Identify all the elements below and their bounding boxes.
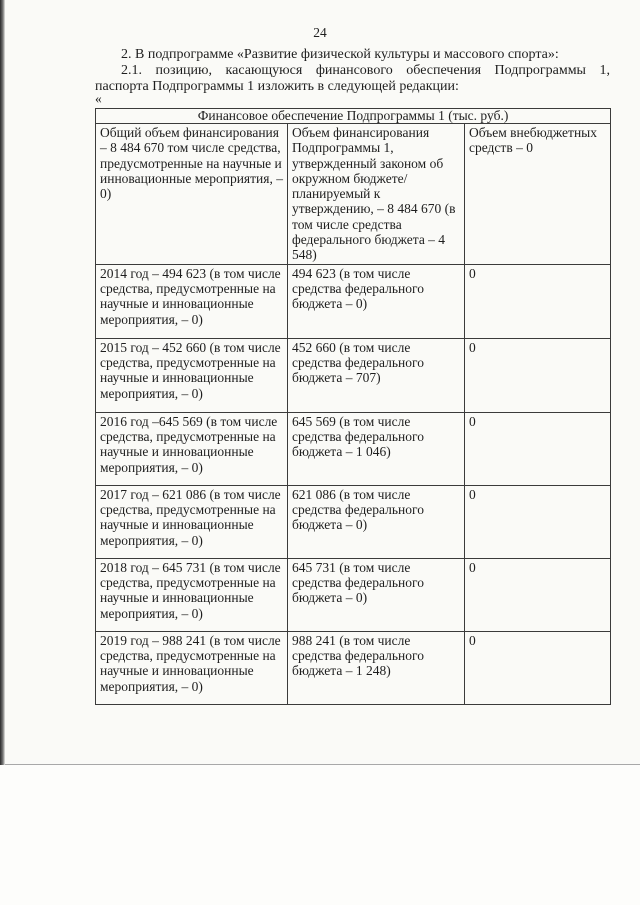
federal-budget-cell: 645 569 (в том числе средства федерального бюджета – 1 046) (288, 412, 465, 485)
extra-budget-value: 0 (465, 412, 611, 485)
federal-budget-cell: 494 623 (в том числе средства федерального бюджета – 0) (288, 264, 465, 338)
scan-edge-shadow (0, 0, 5, 765)
extra-budget-value: 0 (465, 558, 611, 631)
year-total-cell: 2016 год –645 569 (в том числе средства, предусмотренные на научные и инновационные мероприятия, – 0) (96, 412, 288, 485)
table-title: Финансовое обеспечение Подпрограммы 1 (тыс. руб.) (96, 109, 611, 124)
intro-line-2: паспорта Подпрограммы 1 изложить в следующей редакции: (95, 79, 459, 94)
federal-budget-cell: 988 241 (в том числе средства федерального бюджета – 1 248) (288, 631, 465, 704)
total-financing-cell: Общий объем финансирования – 8 484 670 том числе средства, предусмотренные на научные и инновационные мероприятия, – 0) (96, 124, 288, 265)
year-total-cell: 2017 год – 621 086 (в том числе средства, предусмотренные на научные и инновационные мероприятия, – 0) (96, 485, 288, 558)
approved-financing-cell: Объем финансирования Подпрограммы 1, утвержденный законом об окружном бюджете/ планируемый к утверждению, – 8 484 670 (в том числе средства федерального бюджета – 4 548) (288, 124, 465, 265)
open-quote-mark: « (95, 91, 102, 106)
table-row (96, 631, 611, 704)
table-row (96, 558, 611, 631)
financing-table (95, 108, 611, 705)
table-row (96, 485, 611, 558)
federal-budget-cell: 621 086 (в том числе средства федерального бюджета – 0) (288, 485, 465, 558)
year-total-cell: 2018 год – 645 731 (в том числе средства, предусмотренные на научные и инновационные мероприятия, – 0) (96, 558, 288, 631)
extra-budget-cell: Объем внебюджетных средств – 0 (465, 124, 611, 265)
year-total-cell: 2019 год – 988 241 (в том числе средства, предусмотренные на научные и инновационные мероприятия, – 0) (96, 631, 288, 704)
table-row (96, 412, 611, 485)
year-total-cell: 2015 год – 452 660 (в том числе средства, предусмотренные на научные и инновационные мероприятия, – 0) (96, 338, 288, 412)
intro-line-1: 2.1. позицию, касающуюся финансового обеспечения Подпрограммы 1, (121, 63, 610, 78)
extra-budget-value: 0 (465, 485, 611, 558)
extra-budget-value: 0 (465, 631, 611, 704)
federal-budget-cell: 645 731 (в том числе средства федерального бюджета – 0) (288, 558, 465, 631)
table-header-row (96, 124, 611, 265)
table-row (96, 264, 611, 338)
section-heading: 2. В подпрограмме «Развитие физической культуры и массового спорта»: (121, 47, 559, 62)
extra-budget-value: 0 (465, 338, 611, 412)
page-number: 24 (313, 25, 327, 40)
extra-budget-value: 0 (465, 264, 611, 338)
year-total-cell: 2014 год – 494 623 (в том числе средства, предусмотренные на научные и инновационные мероприятия, – 0) (96, 264, 288, 338)
federal-budget-cell: 452 660 (в том числе средства федерального бюджета – 707) (288, 338, 465, 412)
table-row (96, 338, 611, 412)
table-title-row (96, 109, 611, 124)
